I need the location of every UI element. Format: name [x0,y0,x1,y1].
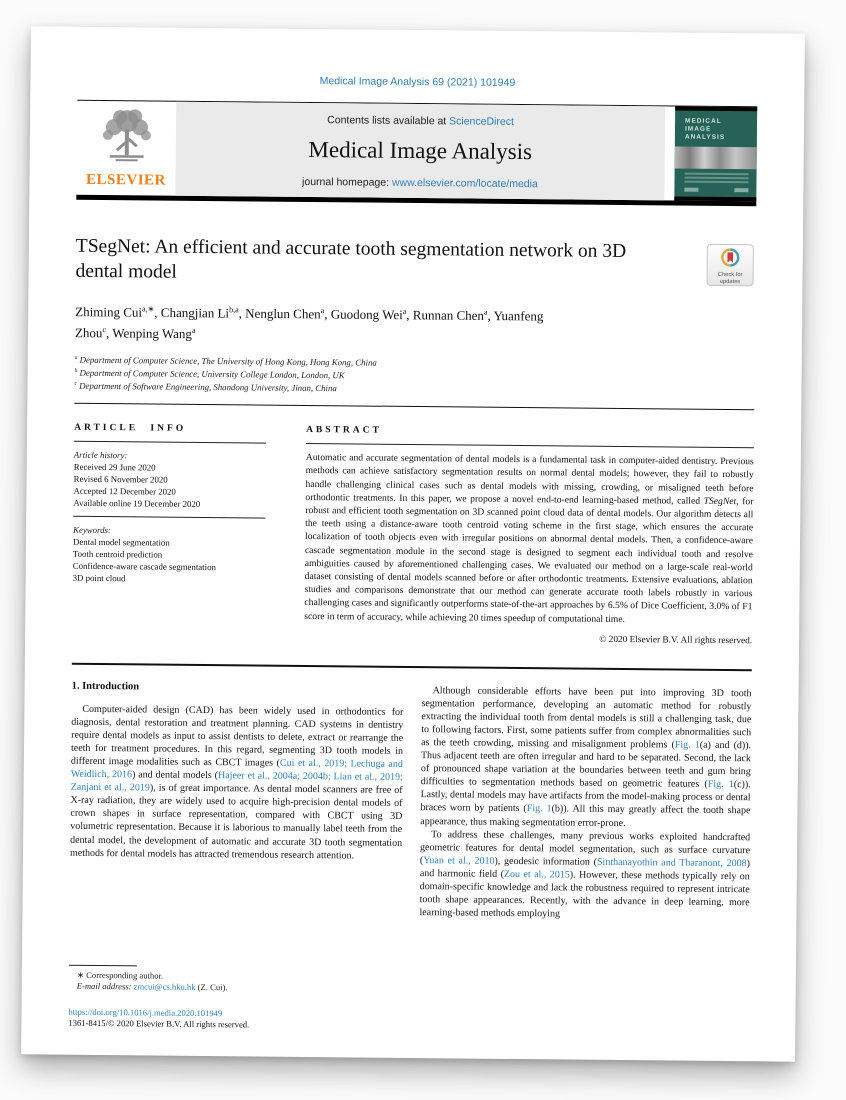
text-segment: Automatic and accurate segmentation of dental models is a fundamental task in computer-aided dentistry. Previous methods can achieve satisfactory segmentation results on normal dental models; however, they fail to robustly handle challenging clinical cases such as dental models with missing, crowding, or misaligned teeth before orthodontic treatments. In this paper, we propose a novel end-to-end learning-based method, called [305,452,754,507]
email-note [69,980,401,994]
intro-paragraph-3 [419,828,750,923]
text-segment: , Runnan Chen [406,307,485,324]
text-segment: To address these challenges, many previous works exploited handcrafted geometric features for dental model segmentation, such as surface curvature ( [419,828,751,866]
abstract-text [304,451,754,627]
paper-page [21,26,805,1061]
inline-link[interactable]: Sinthanayothin and Tharanont, 2008 [596,856,747,870]
keyword-item: Tooth centroid prediction [72,548,163,560]
text-segment: a [402,307,407,317]
text-segment: (c)). Lastly, dental models may have artifacts from the model-making process or dental braces worn by patients ( [420,779,751,815]
text-segment: (Z. Cui). [195,981,228,992]
text-segment: ), is of great importance. As dental model scanners are free of X-ray radiation, they are widely used to acquire high-precision dental models of crown shapes in surface representation, compared with CBCT using 3D volumetric representation. Because it is laborious to manually label teeth from the dental model, the development of automatic and accurate 3D tooth segmentation methods for dental models has attracted tremendous research attention. [69,782,403,862]
affiliations-rule [74,403,754,411]
text-segment: Department of Software Engineering, Shandong University, Jinan, China [76,380,337,394]
inline-link[interactable]: Hajeer et al., 2004a; 2004b; Lian et al., 2019; Zanjani et al., 2019 [70,770,403,794]
info-heading-rule [74,441,266,444]
text-segment: c [102,324,107,334]
inline-link[interactable]: zmcui@cs.hku.hk [133,980,196,992]
abstract-column [304,425,754,655]
keyword-item: 3D point cloud [72,572,126,584]
elsevier-logo[interactable] [76,101,176,196]
cover-title-line3: ANALYSIS [684,133,726,142]
text-segment: ) and harmonic field ( [419,858,751,880]
text-segment: a [74,354,78,361]
homepage-line [175,175,664,192]
inline-link[interactable]: Zou et al., 2015 [503,868,570,881]
cover-title-line1: MEDICAL [685,117,722,126]
history-item: Received 29 June 2020 [73,461,156,473]
author-list [75,300,555,345]
text-segment: , Wenping Wang [105,325,193,341]
text-segment: Department of Computer Science, University College London, London, UK [77,367,345,381]
text-segment: , Nenglun Chen [238,306,321,322]
paper-title: TSegNet: An efficient and accurate tooth segmentation network on 3D dental model [75,236,627,284]
body-left-column [68,680,403,1031]
check-for-updates-badge[interactable] [706,244,753,286]
contents-line [176,113,665,130]
text-segment: ) and dental models ( [131,769,219,782]
text-segment: Although considerable efforts have been put into improving 3D tooth segmentation performance, developing an automatic method for robustly extracting the individual tooth from dental models is still a challenging task, due to following factors. First, some patients suffer from complex abnormalities such as the teeth crowding, missing and misalignment problems ( [421,684,752,751]
text-segment: a [483,308,488,318]
cover-subtext-decoration [674,169,756,184]
info-separator-rule [73,516,265,519]
keyword-item: Dental model segmentation [72,536,170,548]
doi-link[interactable]: https://doi.org/10.1016/j.media.2020.101949 [68,1006,223,1018]
history-item: Available online 19 December 2020 [73,497,201,510]
affiliations [74,353,754,398]
text-segment: , Changjian Li [154,305,230,321]
text-segment: a [320,306,325,316]
text-segment: b [74,367,78,374]
corresponding-author-note: ∗ Corresponding author. [76,969,164,981]
inline-link[interactable]: Yuan et al., 2010 [423,854,495,867]
keyword-item: Confidence-aware cascade segmentation [72,560,216,573]
text-segment: , for robust and efficient tooth segmentation on 3D scanned point cloud data of dental models. Our algorithm detects all the teeth using a distance-aware tooth centroid voting scheme in the first stage, which ensures the accurate localization of tooth objects even with irregular positions on abnormal dental models. Then, a confidence-aware cascade segmentation module in the second stage is designed to segment each individual tooth and resolve ambiguities caused by aforementioned challenging cases. We evaluated our method on a large-scale real-world dataset consisting of dental models scanned before or after orthodontic treatments. Extensive evaluations, ablation studies and comparisons demonstrate that our method can generate accurate tooth labels robustly in various challenging cases and significantly outperforms state-of-the-art approaches by 6.5% of Dice Coefficient, 3.0% of F1 score in term of accuracy, while achieving 20 times speedup of computational time. [304,495,754,625]
abstract-heading: ABSTRACT [306,425,382,436]
text-segment: (b)). All this may greatly affect the tooth shape appearance, thus making segmentation error-prone. [420,803,751,829]
cover-footer-logos [674,185,756,193]
text-segment: , Yuanfeng Zhou [74,308,544,341]
text-segment: Computer-aided design (CAD) has been widely used in orthodontics for diagnosis, dental restoration and treatment planning. CAD systems in dentistry require dental models as input to assist dentists to delete, extract or rearrange the teeth for treatment procedures. In this regard, segmenting 3D tooth models in different image modalities such as CBCT images ( [70,703,404,769]
text-segment: ), geodesic information ( [494,855,598,868]
inline-link[interactable]: ScienceDirect [449,115,514,129]
text-segment: Zhiming Cui [75,304,143,321]
page-footer [68,1006,400,1031]
article-info-column [72,423,266,651]
banner-center [175,102,665,201]
history-item: Revised 6 November 2020 [73,473,168,485]
cover-title-line2: IMAGE [684,125,712,134]
intro-paragraph-2 [420,684,751,831]
text-segment: (a) and (d)). Thus adjacent teeth are often irregular and hard to be separated. Second, the lack of pronounced shape variation at the boundaries between teeth and gum bring difficulties to segmentation methods based on geometric features ( [420,739,752,791]
abstract-copyright: © 2020 Elsevier B.V. All rights reserved. [599,634,753,647]
text-segment: ). However, these methods typically rely on domain-specific knowledge and lack the robustness required to represent intricate tooth shape appearances. Recently, with the advance in deep learning, more learning-based methods employing [419,869,750,920]
intro-paragraph-1 [70,702,403,862]
text-segment: Contents lists available at [327,114,450,128]
text-segment: Department of Computer Science, The University of Hong Kong, Hong Kong, China [77,354,377,368]
body-right-column [418,684,751,1035]
journal-banner [76,101,757,202]
journal-title: Medical Image Analysis [308,137,533,165]
abstract-bottom-rule [72,663,752,671]
text-segment: , Guodong Wei [324,306,403,323]
crossmark-icon [721,248,740,267]
journal-citation: Medical Image Analysis 69 (2021) 101949 [319,75,516,89]
badge-label-line2: updates [719,278,741,286]
text-segment: c [74,380,77,387]
inline-link[interactable]: Fig. 1 [707,779,734,791]
cover-brain-image [675,147,757,170]
badge-label-line1: Check for [717,272,743,279]
inline-link[interactable]: www.elsevier.com/locate/media [391,177,538,191]
abstract-heading-rule [306,443,754,448]
issn-copyright-line: 1361-8415/© 2020 Elsevier B.V. All rights reserved. [68,1017,250,1030]
inline-link[interactable]: Fig. 1 [674,739,700,751]
text-segment: b,a [229,305,239,315]
keywords-label: Keywords: [73,524,111,536]
footnote-block [68,964,401,1031]
inline-link[interactable]: Fig. 1 [526,803,552,815]
text-segment: journal homepage: [302,176,393,190]
text-segment: a,∗ [142,304,155,314]
text-segment: a [191,325,196,335]
text-segment: TSegNet [703,495,737,507]
text-segment: E-mail address: [76,980,134,991]
section-heading-introduction: 1. Introduction [71,680,140,692]
journal-cover-thumbnail[interactable] [674,107,757,202]
elsevier-wordmark: ELSEVIER [85,172,166,190]
inline-link[interactable]: Cui et al., 2019; Lechuga and Weidlich, 2016 [70,757,403,781]
article-info-heading: ARTICLE INFO [74,422,187,435]
history-label: Article history: [73,449,128,461]
footnote-rule [69,964,137,966]
history-item: Accepted 12 December 2020 [73,485,176,497]
elsevier-tree-icon [93,105,160,170]
